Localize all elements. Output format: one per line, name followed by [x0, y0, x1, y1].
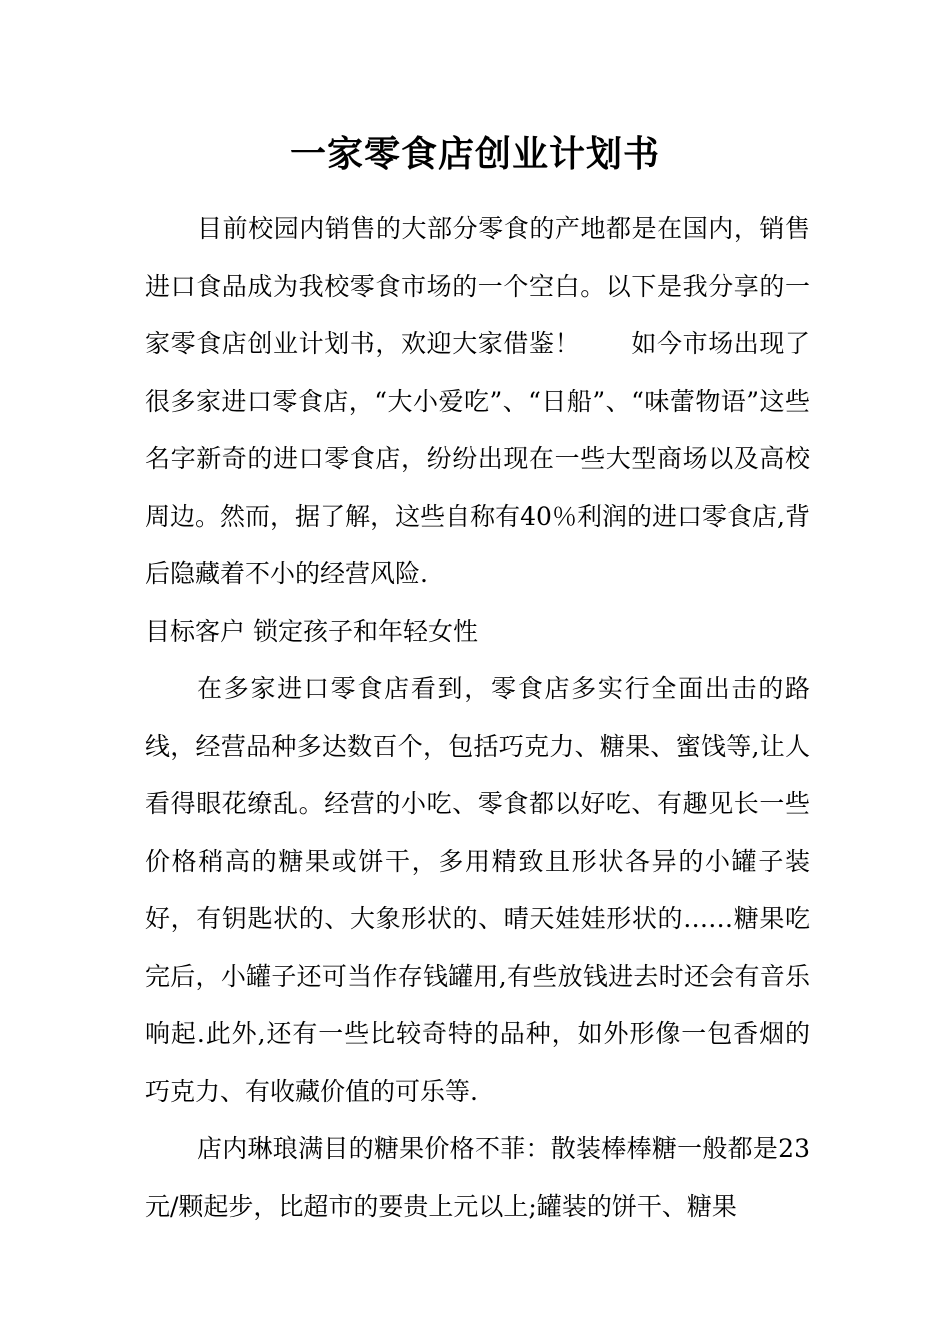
- paragraph-pricing: 店内琳琅满目的糖果价格不菲：散装棒棒糖一般都是23元/颗起步，比超市的要贵上元以上;罐装的饼干、糖果: [145, 1134, 810, 1221]
- paragraph-intro: 目前校园内销售的大部分零食的产地都是在国内，销售进口食品成为我校零食市场的一个空白。以下是我分享的一家零食店创业计划书，欢迎大家借鉴！ 如今市场出现了很多家进口零食店，“大小爱吃”、“日船”、“味蕾物语”这些名字新奇的进口零食店，纷纷出现在一些大型商场以及高校周边。然而，据了解，这些自称有40％利润的进口零食店,背后隐藏着不小的经营风险.: [145, 214, 810, 588]
- document-title: 一家零食店创业计划书: [289, 133, 660, 175]
- section-heading-target-customers: 目标客户 锁定孩子和年轻女性: [145, 616, 478, 646]
- document-body: [145, 200, 810, 1235]
- paragraph-product-range: 在多家进口零食店看到，零食店多实行全面出击的路线，经营品种多达数百个，包括巧克力、糖果、蜜饯等,让人看得眼花缭乱。经营的小吃、零食都以好吃、有趣见长一些价格稍高的糖果或饼干，多用精致且形状各异的小罐子装好，有钥匙状的、大象形状的、晴天娃娃形状的……糖果吃完后，小罐子还可当作存钱罐用,有些放钱进去时还会有音乐响起.此外,还有一些比较奇特的品种，如外形像一包香烟的巧克力、有收藏价值的可乐等.: [145, 674, 810, 1106]
